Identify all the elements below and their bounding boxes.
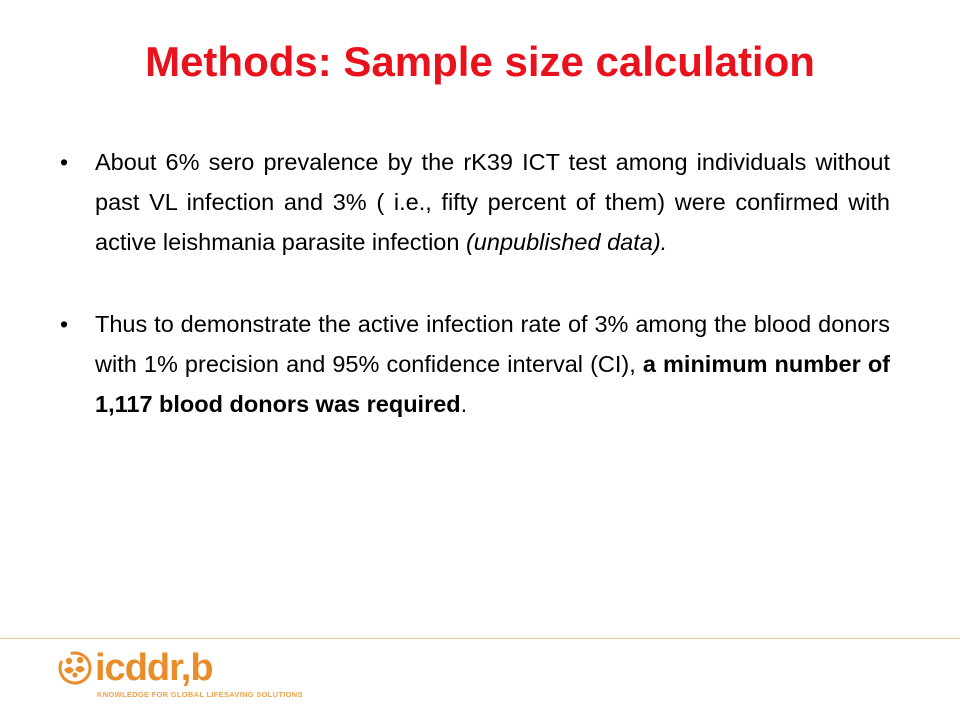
slide-body (60, 142, 890, 466)
logo-wordmark: icddr,b (95, 647, 213, 689)
bullet-text: About 6% sero prevalence by the rK39 ICT test among individuals without past VL infection and 3% ( i.e., fifty percent of them) were confirmed with active leishmania parasite infection (95, 149, 890, 255)
bullet-text-end: . (460, 391, 468, 417)
bullet-text: Thus to demonstrate the active infection rate of 3% among the blood donors with 1% precision and 95% confidence interval (CI), (95, 311, 890, 377)
footer-divider (0, 638, 960, 639)
bullet-item (60, 142, 890, 262)
slide-title: Methods: Sample size calculation (145, 38, 815, 85)
bullet-text-italic: (unpublished data). (465, 229, 668, 255)
logo-tagline: KNOWLEDGE FOR GLOBAL LIFESAVING SOLUTIONS (97, 690, 303, 699)
bullet-text-bold: a minimum number of 1,117 blood donors was required (95, 351, 890, 417)
bullet-item (60, 304, 890, 424)
bullet-marker: • (60, 311, 69, 337)
bullet-marker: • (60, 149, 69, 175)
people-circle-logo-icon (57, 650, 93, 686)
icddrb-logo (57, 646, 307, 706)
